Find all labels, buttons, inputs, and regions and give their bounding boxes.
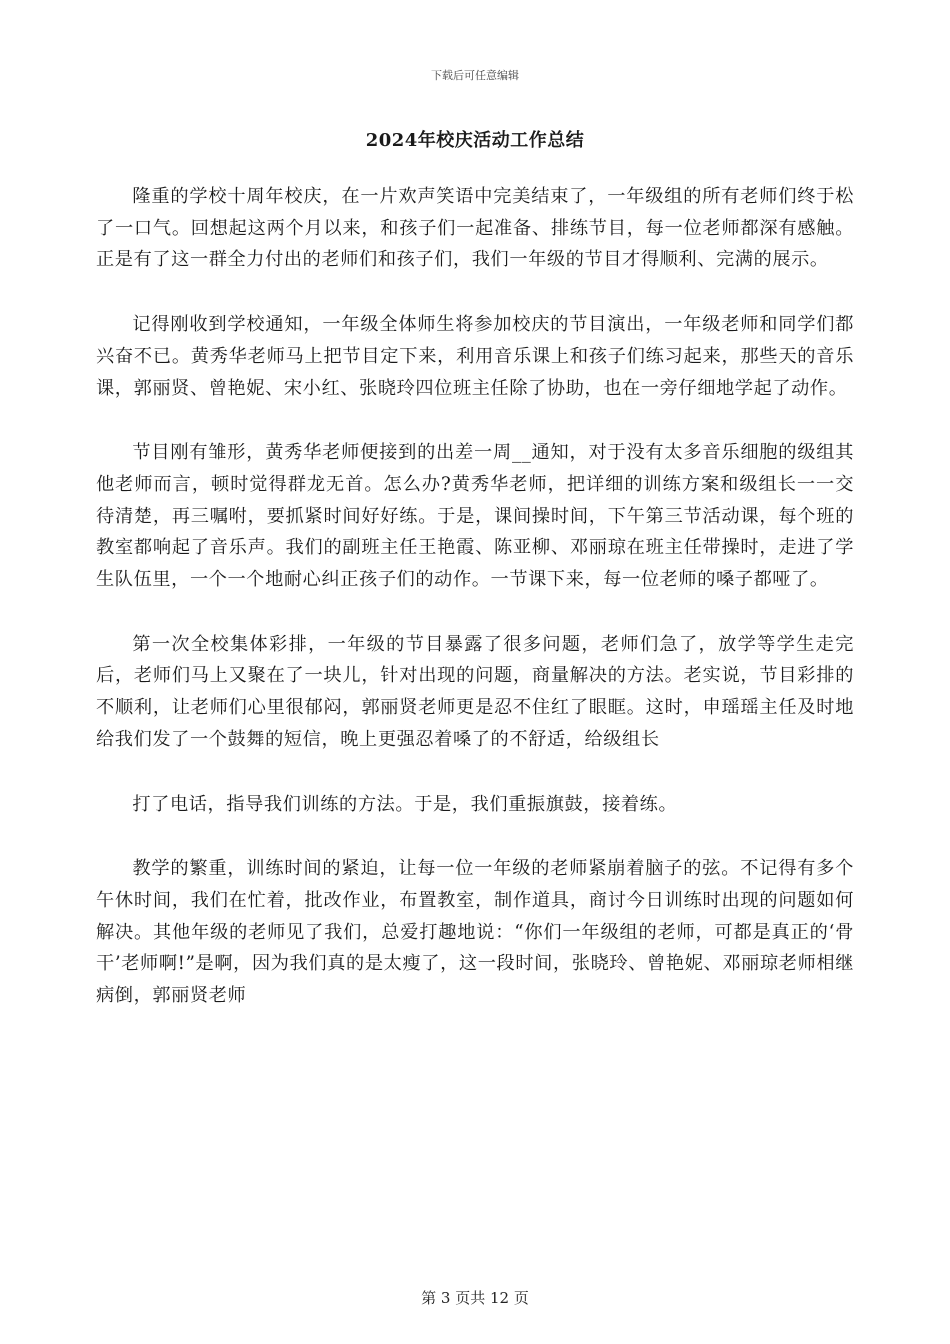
page-footer: 第 3 页共 12 页 — [421, 1289, 529, 1307]
header-note: 下载后可任意编辑 — [431, 69, 519, 82]
document-body — [96, 181, 854, 1045]
paragraph-3: 节目刚有雏形，黄秀华老师便接到的出差一周__通知，对于没有太多音乐细胞的级组其他老师而言，顿时觉得群龙无首。怎么办?黄秀华老师，把详细的训练方案和级组长一一交待清楚，再三嘱咐，要抓紧时间好好练。于是，课间操时间，下午第三节活动课，每个班的教室都响起了音乐声。我们的副班主任王艳霞、陈亚柳、邓丽琼在班主任带操时，走进了学生队伍里，一个一个地耐心纠正孩子们的动作。一节课下来，每一位老师的嗓子都哑了。 — [96, 442, 854, 591]
paragraph-6: 教学的繁重，训练时间的紧迫，让每一位一年级的老师紧崩着脑子的弦。不记得有多个午休时间，我们在忙着，批改作业，布置教室，制作道具，商讨今日训练时出现的问题如何解决。其他年级的老师见了我们，总爱打趣地说：“你们一年级组的老师，可都是真正的‘骨干’老师啊!”是啊，因为我们真的是太瘦了，这一段时间，张晓玲、曾艳妮、邓丽琼老师相继病倒，郭丽贤老师 — [96, 858, 854, 1007]
paragraph-1: 隆重的学校十周年校庆，在一片欢声笑语中完美结束了，一年级组的所有老师们终于松了一口气。回想起这两个月以来，和孩子们一起准备、排练节目，每一位老师都深有感触。正是有了这一群全力付出的老师们和孩子们，我们一年级的节目才得顺利、完满的展示。 — [96, 186, 854, 271]
paragraph-2: 记得刚收到学校通知，一年级全体师生将参加校庆的节目演出，一年级老师和同学们都兴奋不已。黄秀华老师马上把节目定下来，利用音乐课上和孩子们练习起来，那些天的音乐课，郭丽贤、曾艳妮、宋小红、张晓玲四位班主任除了协助，也在一旁仔细地学起了动作。 — [96, 314, 854, 399]
document-title: 2024年校庆活动工作总结 — [365, 130, 585, 151]
paragraph-5: 打了电话，指导我们训练的方法。于是，我们重振旗鼓，接着练。 — [132, 793, 678, 815]
paragraph-4: 第一次全校集体彩排，一年级的节目暴露了很多问题，老师们急了，放学等学生走完后，老师们马上又聚在了一块儿，针对出现的问题，商量解决的方法。老实说，节目彩排的不顺利，让老师们心里很郁闷，郭丽贤老师更是忍不住红了眼眶。这时，申瑶瑶主任及时地给我们发了一个鼓舞的短信，晚上更强忍着嗓了的不舒适，给级组长 — [96, 633, 854, 750]
